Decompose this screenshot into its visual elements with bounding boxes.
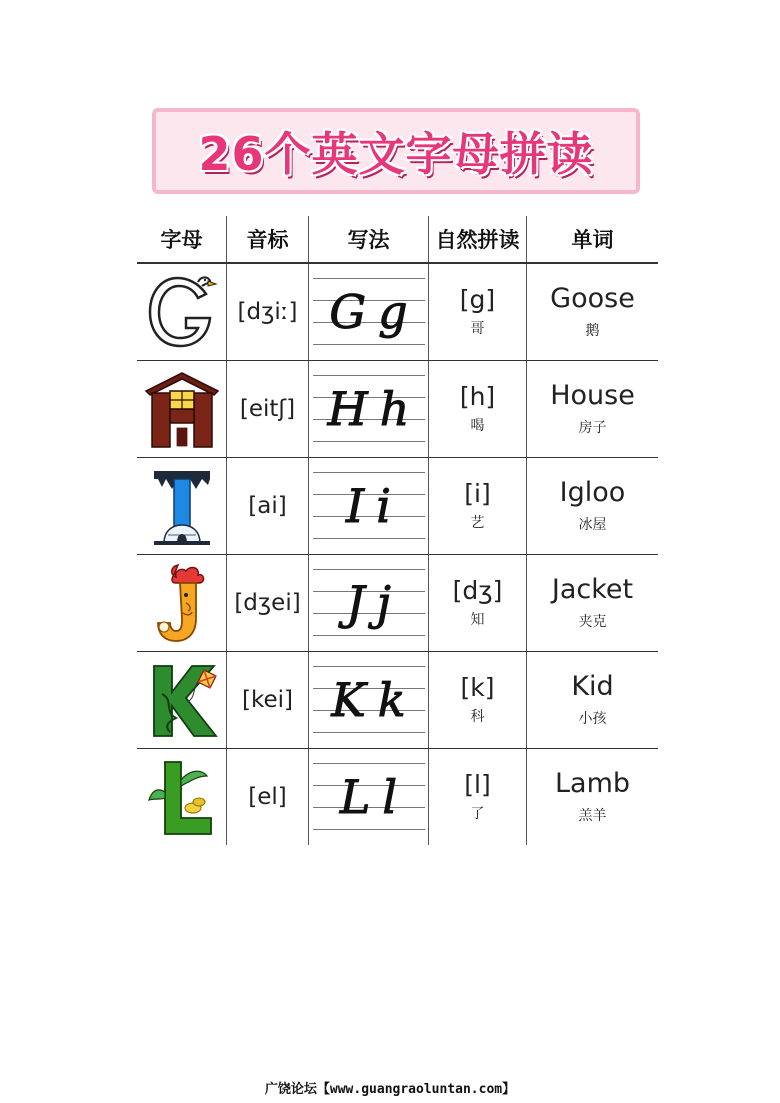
uppercase-letter: G: [329, 285, 367, 339]
table-row: [137, 264, 658, 361]
example-word: Igloo: [559, 477, 626, 509]
example-word: Jacket: [551, 574, 634, 606]
phonics-hint: 艺: [470, 514, 485, 531]
title-banner: [152, 108, 640, 194]
letter-illustration: [137, 458, 227, 554]
writing-practice: [309, 361, 429, 457]
phonics-sound: [l]: [464, 770, 491, 800]
letter-illustration: [137, 555, 227, 651]
writing-practice: [309, 458, 429, 554]
word-meaning: 房子: [578, 419, 607, 436]
alphabet-table: [137, 216, 658, 845]
phonics-hint: 了: [470, 805, 485, 822]
footer-watermark: [0, 1078, 780, 1097]
leaf-letter-l-icon: [147, 756, 217, 838]
lowercase-letter: j: [376, 576, 391, 630]
phonetic: [dʒiː]: [237, 299, 298, 325]
phonetic: [dʒei]: [234, 590, 301, 616]
phonics-hint: 科: [470, 708, 485, 725]
example-word: Goose: [550, 283, 635, 315]
lowercase-letter: h: [379, 382, 410, 436]
kite-letter-k-icon: [144, 660, 220, 740]
uppercase-letter: H: [327, 382, 368, 436]
writing-practice: [309, 555, 429, 651]
table-row: [137, 652, 658, 749]
phonics-hint: 哥: [470, 320, 485, 337]
phonetic: [kei]: [242, 687, 293, 713]
word-meaning: 冰屋: [578, 516, 607, 533]
letter-illustration: [137, 264, 227, 360]
uppercase-letter: K: [331, 673, 366, 727]
phonics-sound: [h]: [459, 382, 496, 412]
house-letter-h-icon: [144, 369, 220, 449]
uppercase-letter: I: [346, 479, 365, 533]
header-phonics: 自然拼读: [429, 216, 527, 262]
word-meaning: 小孩: [578, 710, 607, 727]
writing-practice: [309, 264, 429, 360]
table-header: [137, 216, 658, 264]
phonics-hint: 知: [470, 611, 485, 628]
goose-letter-g-icon: [146, 272, 218, 352]
uppercase-letter: L: [339, 770, 371, 824]
header-letter: 字母: [137, 216, 227, 262]
footer-url[interactable]: 【www.guangraoluntan.com】: [316, 1082, 516, 1097]
lowercase-letter: i: [376, 479, 391, 533]
uppercase-letter: J: [346, 576, 365, 630]
writing-practice: [309, 652, 429, 748]
header-writing: 写法: [309, 216, 429, 262]
jester-letter-j-icon: [150, 561, 214, 645]
writing-practice: [309, 749, 429, 845]
lowercase-letter: g: [378, 285, 408, 339]
lowercase-letter: l: [382, 770, 398, 824]
phonetic: [ai]: [248, 493, 287, 519]
phonics-sound: [k]: [460, 673, 495, 703]
example-word: Kid: [571, 671, 614, 703]
letter-illustration: [137, 361, 227, 457]
word-meaning: 鹅: [585, 322, 600, 339]
word-meaning: 羔羊: [578, 807, 607, 824]
phonics-hint: 喝: [470, 417, 485, 434]
header-phonetic: 音标: [227, 216, 309, 262]
lowercase-letter: k: [377, 673, 406, 727]
table-row: [137, 555, 658, 652]
letter-illustration: [137, 652, 227, 748]
table-row: [137, 458, 658, 555]
phonics-sound: [i]: [464, 479, 491, 509]
footer-site: 广饶论坛: [264, 1082, 317, 1097]
phonics-sound: [g]: [459, 285, 496, 315]
igloo-letter-i-icon: [150, 465, 214, 547]
table-row: [137, 749, 658, 845]
phonics-sound: [dʒ]: [452, 576, 503, 606]
word-meaning: 夹克: [578, 613, 607, 630]
header-word: 单词: [571, 228, 614, 252]
table-row: [137, 361, 658, 458]
page-title: 26个英文字母拼读: [198, 127, 594, 181]
phonetic: [eitʃ]: [239, 396, 296, 422]
example-word: House: [550, 380, 635, 412]
example-word: Lamb: [554, 768, 631, 800]
phonetic: [el]: [248, 784, 287, 810]
letter-illustration: [137, 749, 227, 845]
